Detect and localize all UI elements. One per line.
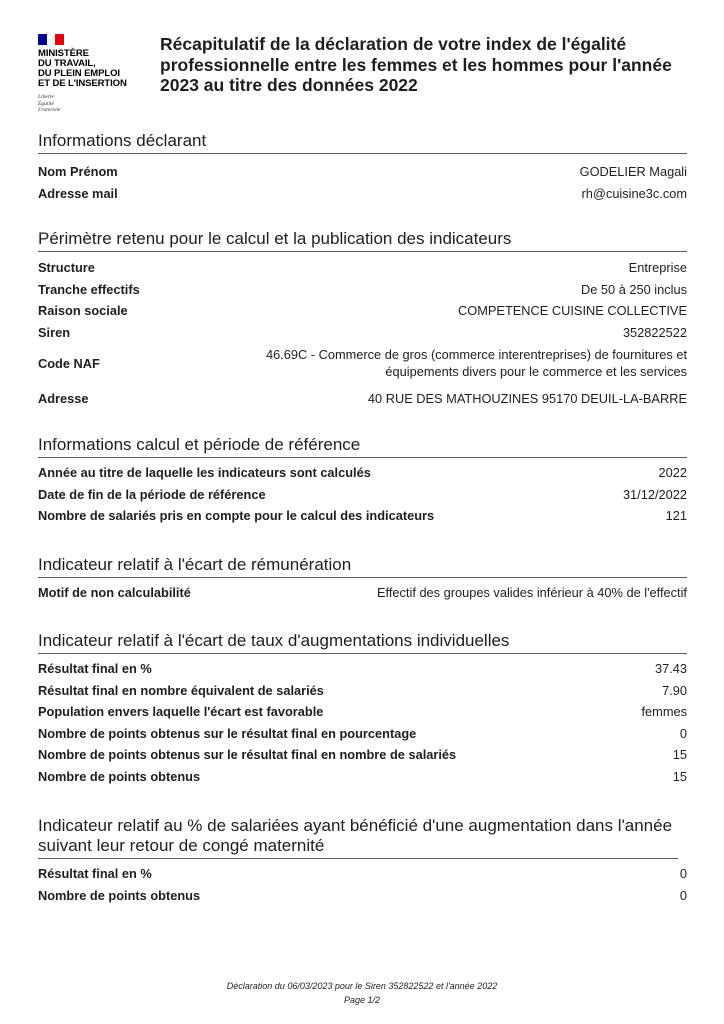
section-heading: Indicateur relatif au % de salariées ayant bénéficié d'une augmentation dans l'année suivant leur retour de congé maternité [38, 816, 678, 859]
row-value: 40 RUE DES MATHOUZINES 95170 DEUIL-LA-BARRE [367, 390, 687, 406]
declaration-info: Déclaration du 06/03/2023 pour le Siren 352822522 et l'année 2022 [226, 981, 498, 991]
row-label: Nombre de points obtenus [38, 887, 201, 903]
row-value: 37.43 [654, 661, 687, 677]
row-value: femmes [641, 704, 687, 720]
row-value: Effectif des groupes valides inférieur à 40% de l'effectif [377, 585, 687, 601]
row-label: Structure [38, 260, 95, 276]
row-label: Raison sociale [38, 303, 128, 319]
page-number: Page 1/2 [343, 995, 381, 1005]
section-declarant [38, 131, 687, 204]
row-value: De 50 à 250 inclus [581, 281, 687, 297]
section-perimetre [38, 229, 687, 413]
info-row [38, 161, 687, 183]
row-value: 0 [679, 866, 687, 882]
row-value: 352822522 [622, 324, 687, 340]
row-value: 0 [679, 725, 687, 741]
info-row [38, 766, 687, 788]
row-value: 31/12/2022 [622, 486, 687, 502]
ministry-logo [38, 34, 158, 114]
row-label: Motif de non calculabilité [38, 585, 191, 601]
info-row [38, 885, 687, 907]
row-label: Tranche effectifs [38, 281, 140, 297]
document-title: Récapitulatif de la déclaration de votre index de l'égalité professionnelle entre les femmes et les hommes pour l'année 2023 au titre des données 2022 [160, 34, 672, 95]
info-row [38, 183, 687, 205]
section-heading: Indicateur relatif à l'écart de taux d'augmentations individuelles [38, 631, 687, 654]
row-value: 121 [665, 508, 687, 524]
section-heading: Périmètre retenu pour le calcul et la publication des indicateurs [38, 229, 687, 252]
info-row [38, 462, 687, 484]
row-label: Date de fin de la période de référence [38, 486, 266, 502]
row-value: rh@cuisine3c.com [581, 185, 687, 201]
row-label: Nombre de points obtenus sur le résultat final en nombre de salariés [38, 747, 457, 763]
republic-motto: Liberté Égalité Fraternité [38, 94, 61, 113]
row-label: Année au titre de laquelle les indicateurs sont calculés [38, 465, 371, 481]
info-row [38, 300, 687, 322]
section-calcul [38, 435, 687, 527]
row-label: Résultat final en % [38, 866, 152, 882]
row-label: Résultat final en nombre équivalent de salariés [38, 682, 324, 698]
row-label: Nombre de salariés pris en compte pour le calcul des indicateurs [38, 508, 435, 524]
row-label: Siren [38, 324, 71, 340]
info-row [38, 279, 687, 301]
row-value: 15 [672, 747, 687, 763]
row-label: Nombre de points obtenus [38, 768, 201, 784]
info-row [38, 863, 687, 885]
info-row [38, 383, 687, 413]
row-label: Résultat final en % [38, 661, 152, 677]
section-maternite [38, 816, 687, 906]
info-row [38, 744, 687, 766]
page-footer [0, 979, 724, 1007]
info-row [38, 658, 687, 680]
section-heading: Informations déclarant [38, 131, 687, 154]
row-value: 2022 [658, 465, 687, 481]
row-value: GODELIER Magali [579, 164, 687, 180]
row-value: 15 [672, 768, 687, 784]
row-value: 46.69C - Commerce de gros (commerce interentreprises) de fournitures et équipements divers pour le commerce et les services [265, 346, 687, 379]
row-label: Nombre de points obtenus sur le résultat final en pourcentage [38, 725, 417, 741]
info-row [38, 582, 687, 604]
info-row [38, 484, 687, 506]
info-row [38, 322, 687, 344]
info-row [38, 723, 687, 745]
row-label: Adresse mail [38, 185, 118, 201]
row-label: Population envers laquelle l'écart est favorable [38, 704, 324, 720]
row-value: 0 [679, 887, 687, 903]
row-value: COMPETENCE CUISINE COLLECTIVE [458, 303, 687, 319]
row-label: Nom Prénom [38, 164, 118, 180]
row-label: Code NAF [38, 355, 100, 371]
info-row [38, 343, 687, 383]
row-label: Adresse [38, 390, 89, 406]
info-row [38, 701, 687, 723]
french-flag-icon [38, 34, 64, 45]
info-row [38, 680, 687, 702]
row-value: Entreprise [628, 260, 687, 276]
info-row [38, 505, 687, 527]
row-value: 7.90 [662, 682, 687, 698]
section-augmentations [38, 631, 687, 787]
ministry-name: MINISTÈRE DU TRAVAIL, DU PLEIN EMPLOI ET DE L'INSERTION [38, 48, 127, 89]
info-row [38, 257, 687, 279]
document-header [38, 34, 688, 124]
section-heading: Informations calcul et période de référence [38, 435, 687, 458]
section-remuneration [38, 555, 687, 604]
section-heading: Indicateur relatif à l'écart de rémunération [38, 555, 687, 578]
